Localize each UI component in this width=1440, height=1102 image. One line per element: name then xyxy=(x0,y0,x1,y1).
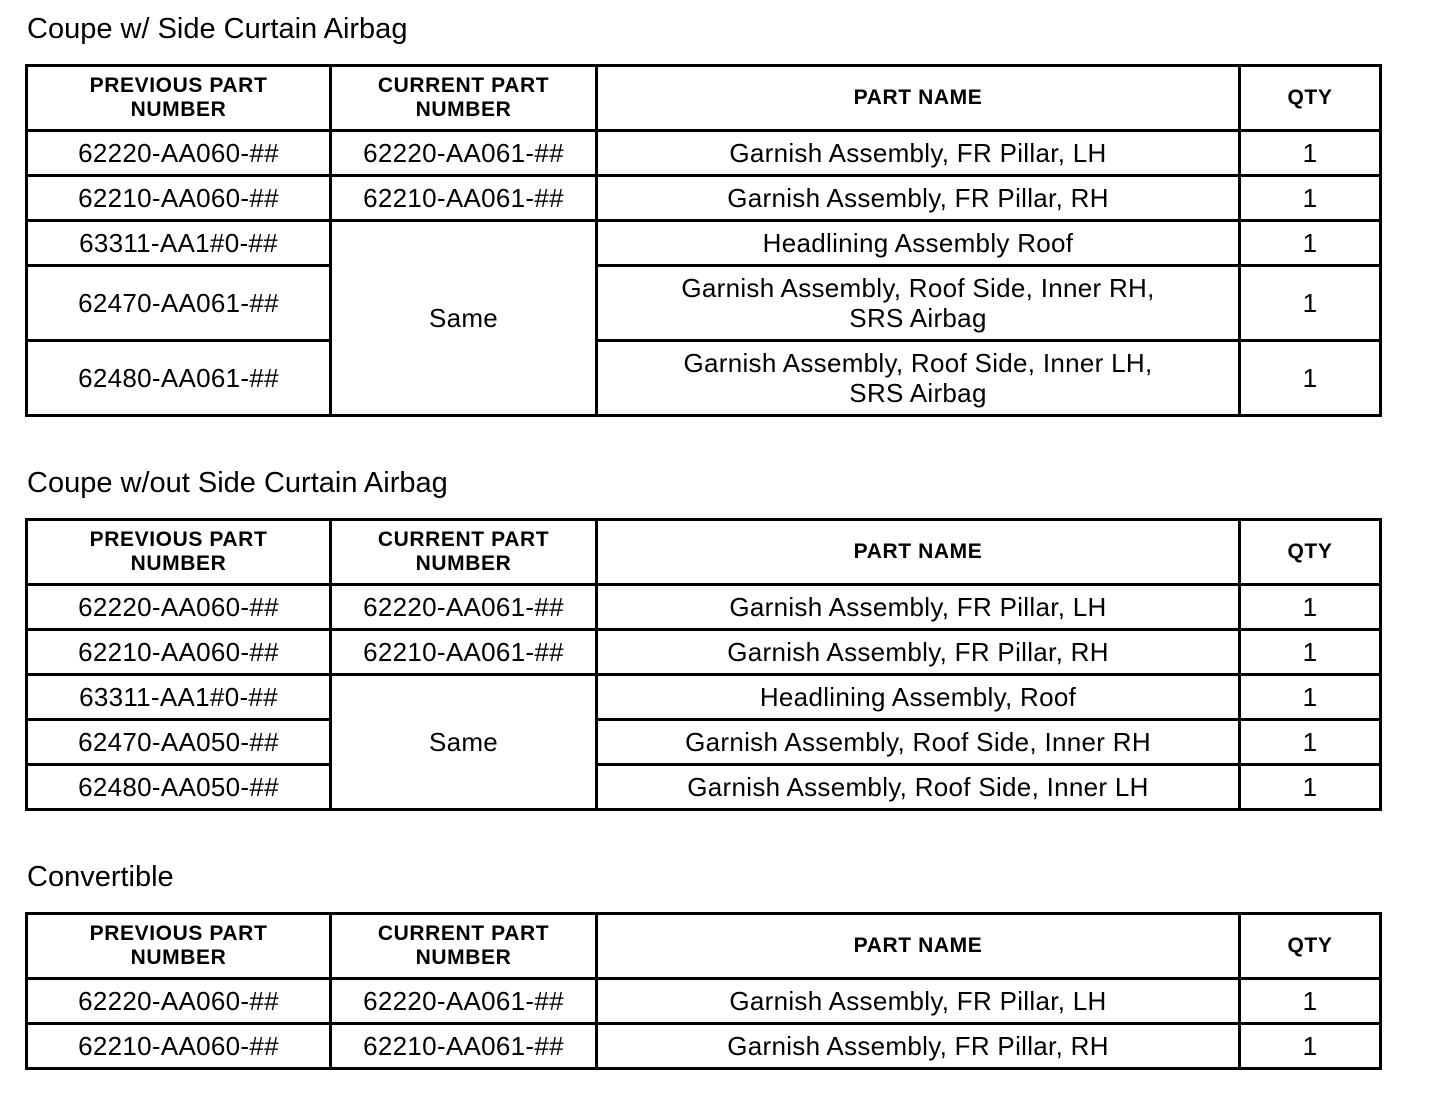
table-row xyxy=(27,979,1381,1024)
table-row xyxy=(27,221,1381,266)
current-part-number: 62210-AA061-## xyxy=(331,176,597,221)
previous-part-number: 62210-AA060-## xyxy=(27,176,331,221)
part-name: Garnish Assembly, Roof Side, Inner RH, SRS Airbag xyxy=(597,266,1240,341)
part-name: Headlining Assembly Roof xyxy=(597,221,1240,266)
table-row xyxy=(27,720,1381,765)
quantity: 1 xyxy=(1240,266,1381,341)
part-name: Garnish Assembly, FR Pillar, RH xyxy=(597,176,1240,221)
table-row xyxy=(27,131,1381,176)
previous-part-number: 63311-AA1#0-## xyxy=(27,675,331,720)
part-name: Garnish Assembly, FR Pillar, RH xyxy=(597,630,1240,675)
current-part-number: 62220-AA061-## xyxy=(331,979,597,1024)
quantity: 1 xyxy=(1240,176,1381,221)
previous-part-number: 62480-AA061-## xyxy=(27,341,331,416)
table-row xyxy=(27,176,1381,221)
header-previous-part-number: PREVIOUS PART NUMBER xyxy=(27,914,331,979)
table-row xyxy=(27,585,1381,630)
table-header-row xyxy=(27,66,1381,131)
section-title-coupe-without-airbag: Coupe w/out Side Curtain Airbag xyxy=(27,467,448,499)
table-row xyxy=(27,630,1381,675)
section-title-coupe-with-airbag: Coupe w/ Side Curtain Airbag xyxy=(27,13,408,45)
table-row xyxy=(27,266,1381,341)
previous-part-number: 62470-AA061-## xyxy=(27,266,331,341)
quantity: 1 xyxy=(1240,979,1381,1024)
previous-part-number: 63311-AA1#0-## xyxy=(27,221,331,266)
quantity: 1 xyxy=(1240,630,1381,675)
part-name: Garnish Assembly, FR Pillar, LH xyxy=(597,585,1240,630)
table-row xyxy=(27,765,1381,810)
quantity: 1 xyxy=(1240,221,1381,266)
current-part-number-same: Same xyxy=(331,675,597,810)
part-name: Garnish Assembly, Roof Side, Inner RH xyxy=(597,720,1240,765)
previous-part-number: 62220-AA060-## xyxy=(27,979,331,1024)
quantity: 1 xyxy=(1240,765,1381,810)
header-qty: QTY xyxy=(1240,520,1381,585)
current-part-number-same: Same xyxy=(331,221,597,416)
quantity: 1 xyxy=(1240,720,1381,765)
previous-part-number: 62220-AA060-## xyxy=(27,585,331,630)
header-qty: QTY xyxy=(1240,66,1381,131)
section-title-convertible: Convertible xyxy=(27,861,174,893)
part-name: Garnish Assembly, Roof Side, Inner LH xyxy=(597,765,1240,810)
part-name: Garnish Assembly, FR Pillar, LH xyxy=(597,979,1240,1024)
quantity: 1 xyxy=(1240,1024,1381,1069)
part-name: Garnish Assembly, FR Pillar, RH xyxy=(597,1024,1240,1069)
quantity: 1 xyxy=(1240,585,1381,630)
quantity: 1 xyxy=(1240,131,1381,176)
previous-part-number: 62210-AA060-## xyxy=(27,1024,331,1069)
table-header-row xyxy=(27,520,1381,585)
table-row xyxy=(27,1024,1381,1069)
header-previous-part-number: PREVIOUS PART NUMBER xyxy=(27,520,331,585)
header-current-part-number: CURRENT PART NUMBER xyxy=(331,914,597,979)
header-current-part-number: CURRENT PART NUMBER xyxy=(331,520,597,585)
part-name: Garnish Assembly, Roof Side, Inner LH, SRS Airbag xyxy=(597,341,1240,416)
part-name: Headlining Assembly, Roof xyxy=(597,675,1240,720)
header-previous-part-number: PREVIOUS PART NUMBER xyxy=(27,66,331,131)
parts-table-convertible xyxy=(25,912,1382,1070)
part-name: Garnish Assembly, FR Pillar, LH xyxy=(597,131,1240,176)
parts-table-coupe-without-airbag xyxy=(25,518,1382,811)
header-part-name: PART NAME xyxy=(597,66,1240,131)
current-part-number: 62210-AA061-## xyxy=(331,1024,597,1069)
previous-part-number: 62220-AA060-## xyxy=(27,131,331,176)
header-part-name: PART NAME xyxy=(597,520,1240,585)
current-part-number: 62220-AA061-## xyxy=(331,585,597,630)
header-current-part-number: CURRENT PART NUMBER xyxy=(331,66,597,131)
previous-part-number: 62470-AA050-## xyxy=(27,720,331,765)
previous-part-number: 62480-AA050-## xyxy=(27,765,331,810)
quantity: 1 xyxy=(1240,675,1381,720)
parts-table-coupe-with-airbag xyxy=(25,64,1382,417)
table-header-row xyxy=(27,914,1381,979)
table-row xyxy=(27,675,1381,720)
header-qty: QTY xyxy=(1240,914,1381,979)
table-row xyxy=(27,341,1381,416)
header-part-name: PART NAME xyxy=(597,914,1240,979)
previous-part-number: 62210-AA060-## xyxy=(27,630,331,675)
quantity: 1 xyxy=(1240,341,1381,416)
current-part-number: 62210-AA061-## xyxy=(331,630,597,675)
current-part-number: 62220-AA061-## xyxy=(331,131,597,176)
